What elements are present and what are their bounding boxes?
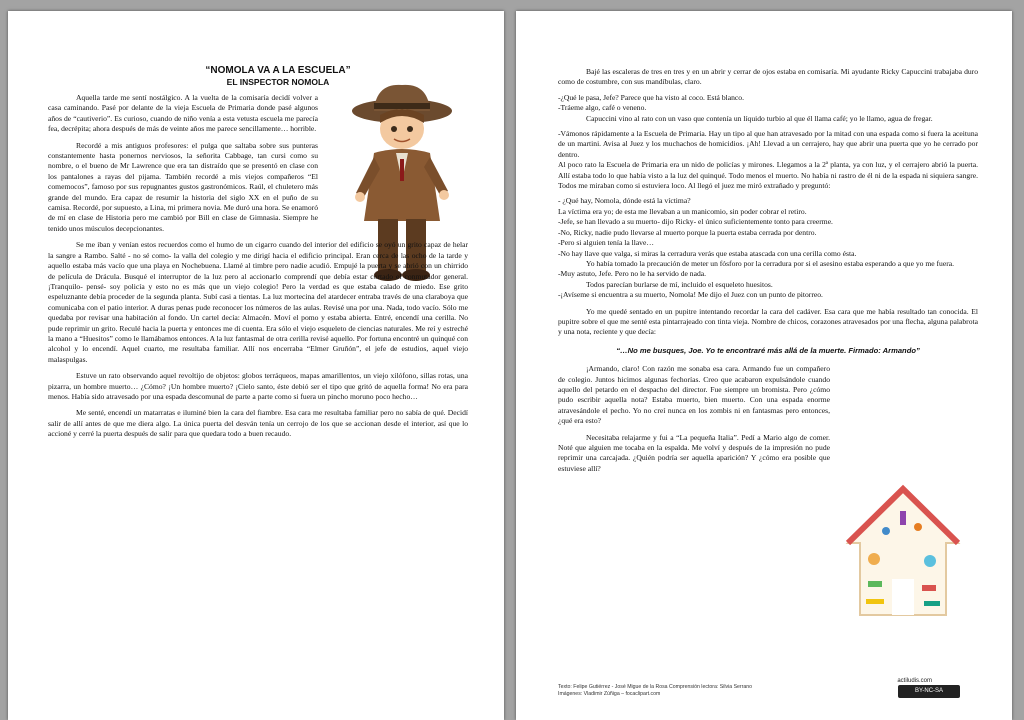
school-house-illustration [838,481,968,621]
story-subtitle: EL INSPECTOR NOMOLA [226,77,330,87]
paragraph: Se me iban y venían estos recuerdos como el humo de un cigarro cuando del interior del edificio se oyó un grito capaz de helar la sangre a Rambo. Salté - no sé como- la valla del colegio y me dirigí hacia el edificio principal. Eran cerca de las ocho de la tarde y aquello estaba más vacío que una playa en Nochebuena. Llamé al timbre pero nadie acudió. Empujé la puerta y se abrió con un chirrido de película de Drácula. Busqué el interruptor de la luz pero al accionarlo comprendí que debía estar cortado el conmutador general. ¡Tranquilo- pensé- soy policía y esto no es más que un viejo colegio! Pero la verdad es que estaba calado de miedo. Ese grito espeluznante debía proceder de la segunda planta. Subí casi a tientas. La luz mortecina del atardecer entraba través de una claraboya que comunicaba con el patio interior. A duras penas pude reconocer los números de las aulas. Revisé una por una. Nada, todo vacío. Sólo me quedaba por revisar una habitación al fondo. Un cartel decía: Almacén. Moví el pomo y estaba abierta. Entré, encendí una cerilla. No pude reprimir un grito. Reculé hacia la puerta y entonces me di cuenta. Era sólo el viejo esqueleto de ciencias naturales. Me reí y estreché la mano a “Huesitos” como le llamábamos entonces. A la luz fantasmal de otra cerilla revisé aquello. Por fortuna encontré un quinqué con alcohol y lo encendí. Aquel cuarto, me resultaba familiar. Allí nos encerraba “Elmer Gruñón”, el jefe de estudios, aquel viejo malaspulgas. [48,240,468,364]
document-page-right [516,11,1012,720]
paragraph: Todos parecían burlarse de mí, incluido el esqueleto huesitos. [586,279,773,289]
credits-footer [558,684,752,698]
dialogue-line: -¿Qué le pasa, Jefe? Parece que ha visto al coco. Está blanco. [558,92,744,102]
dialogue-line: -¡Avíseme si encuentra a su muerto, Nomola! Me dijo el Juez con un punto de pitorreo. [558,290,823,300]
dialogue-line: -Tráeme algo, café o veneno. [558,103,647,113]
actiludis-logo: actiludis.com [897,678,932,684]
dialogue-line: -Pero si alguien tenía la llave… [558,238,654,248]
paragraph: Yo había tomado la precaución de meter un fósforo por la cerradura por si el asesino estaba esperando a que yo me fuera. [586,258,955,268]
paragraph: Me senté, encendí un matarratas e iluminé bien la cara del fiambre. Esa cara me resultaba familiar pero no sabía de qué. Decidí salir de allí antes de que me diera algo. La única puerta del desván tenía un cerrojo de los que se accionan desde el interior, así que lo accioné y cerré la puerta después de salir para que quedara todo a buen recaudo. [48,408,468,439]
credits-images: Imágenes: Vladimir Zúñiga – focaclipart.com [558,691,661,697]
dialogue-line: -No hay llave que valga, si miras la cerradura verás que estaba atascada con una cerilla como ésta. [558,248,857,258]
paragraph: Recordé a mis antiguos profesores: el pulga que saltaba sobre sus punteras constantemente hasta ponernos nerviosos, la señorita Cabbage, tan cursi como su nombre, o el bueno de Mr Lawrence que era tan distraído que se presentó en clase con los pantalones a rayas del pijama. También recordé a mis viejos compañeros “El comemocos”, famoso por sus repugnantes gustos gastronómicos. Raúl, el chuletero más grande del mundo. Era capaz de resumir la historia del siglo XX en el puño de su camisa. Recordé, por supuesto, a Lina, mi primera novia. Me duró una hora. Se enamoró de mí en clase de Historia pero me cambió por Bill en clase de Gimnasia. Siempre he tenido unos músculos decepcionantes. [48,140,318,233]
paragraph: Al poco rato la Escuela de Primaria era un nido de policías y mirones. Llegamos a la 2ª planta, ya con luz, y el cerrajero abrió la puerta. Allí estaba todo lo que había visto a la luz del quinqué. Todo menos el muerto. No había ni rastro de él ni de la espada ni siquiera sangre. Todos me miraban como si estuviera loco. Al llegó el juez me miró extrañado y preguntó: [558,160,978,191]
paragraph: Estuve un rato observando aquel revoltijo de objetos: globos terráqueos, mapas amarillentos, un viejo xilófono, sillas rotas, una pizarra, un hombre muerto… ¿Cómo? ¡Un hombre muerto? ¡Cielo santo, éste debió ser el tipo que gritó de aquella forma! No era para menos. Había sido atravesado por una espada descomunal de parte a parte como si fuera un pincho moruno poco hecho… [48,371,468,401]
paragraph: Aquella tarde me sentí nostálgico. A la vuelta de la comisaría decidí volver a casa caminando. Pasé por delante de la vieja Escuela de Primaria donde pasé algunos años de “cautiverio”. Es curioso, cuando de niño venía a esta vetusta escuela me parecía fea, decrépita; ahora después de más de veinte años me parece sencillamente… horrible. [48,93,318,134]
paragraph: Necesitaba relajarme y fui a “La pequeña Italia”. Pedí a Mario algo de comer. Noté que alguien me tocaba en la espalda. Me volví y después de la impresión no pude reprimir una carcajada. ¿Quién podría ser aquella aparición? Y ¿cómo era posible que estuviese allí? [558,432,830,473]
dialogue-line: -Vámonos rápidamente a la Escuela de Primaria. Hay un tipo al que han atravesado por la mitad con una espada como si fuera la aceituna de un martini. Avisa al Juez y los muchachos de homicidios. ¡Ah! Llevad a un cerrajero, hay que abrir una puerta que yo he cerrado por dentro. [558,129,978,159]
story-title: “NOMOLA VA A LA ESCUELA” [205,65,351,76]
document-page-left [8,11,504,720]
credits-text: Texto: Felipe Gutiérrez - José Migue de la Rosa Comprensión lectora: Silvia Serrano [558,684,753,690]
paragraph: Yo me quedé sentado en un pupitre intentando recordar la cara del cadáver. Esa cara que me había resultado tan conocida. El pupitre sobre el que me senté esta pintarrajeado con tinta vieja. Nombre de chicos, corazones atravesados por una flecha, alguna palabrota y una nota, reciente y que decía: [558,306,978,337]
paragraph: Bajé las escaleras de tres en tres y en un abrir y cerrar de ojos estaba en comisaría. Mi ayudante Ricky Capuccini trabajaba duro como de costumbre, con sus mandíbulas, claro. [558,67,978,87]
dialogue-line: -Muy astuto, Jefe. Pero no le ha servido de nada. [558,269,707,279]
dialogue-line: La víctima era yo; de esta me llevaban a un manicomio, sin poder cobrar el retiro. [558,206,807,216]
dialogue-line: -No, Ricky, nadie pudo llevarse al muerto porque la puerta estaba cerrada por dentro. [558,227,817,237]
note-quote: “…No me busques, Joe. Yo te encontraré más allá de la muerte. Firmado: Armando” [616,345,920,355]
dialogue-line: - ¿Qué hay, Nomola, dónde está la víctima? [558,196,691,206]
cc-license-badge: BY-NC-SA [898,685,960,698]
paragraph: Capuccini vino al rato con un vaso que contenía un líquido turbio al que él llama café; yo le llamo, agua de fregar. [586,113,933,123]
dialogue-line: -Jefe, se han llevado a su muerto- dijo Ricky- el único suficientemente tonto para creerme. [558,217,833,227]
paragraph: ¡Armando, claro! Con razón me sonaba esa cara. Armando fue un compañero de colegio. Juntos hicimos algunas fechorías. Creo que acabaron expulsándole cuando aquello del petardo en el despacho del director. Fue siempre un bromista. Pero ¿cómo pudo escribir aquella nota? Estaba muerto, bien muerto. Con una espada enorme atravesándole el pecho. Yo no creí nunca en los zombis ni en fantasmas pero entonces, ¿qué era esto? [558,364,830,426]
